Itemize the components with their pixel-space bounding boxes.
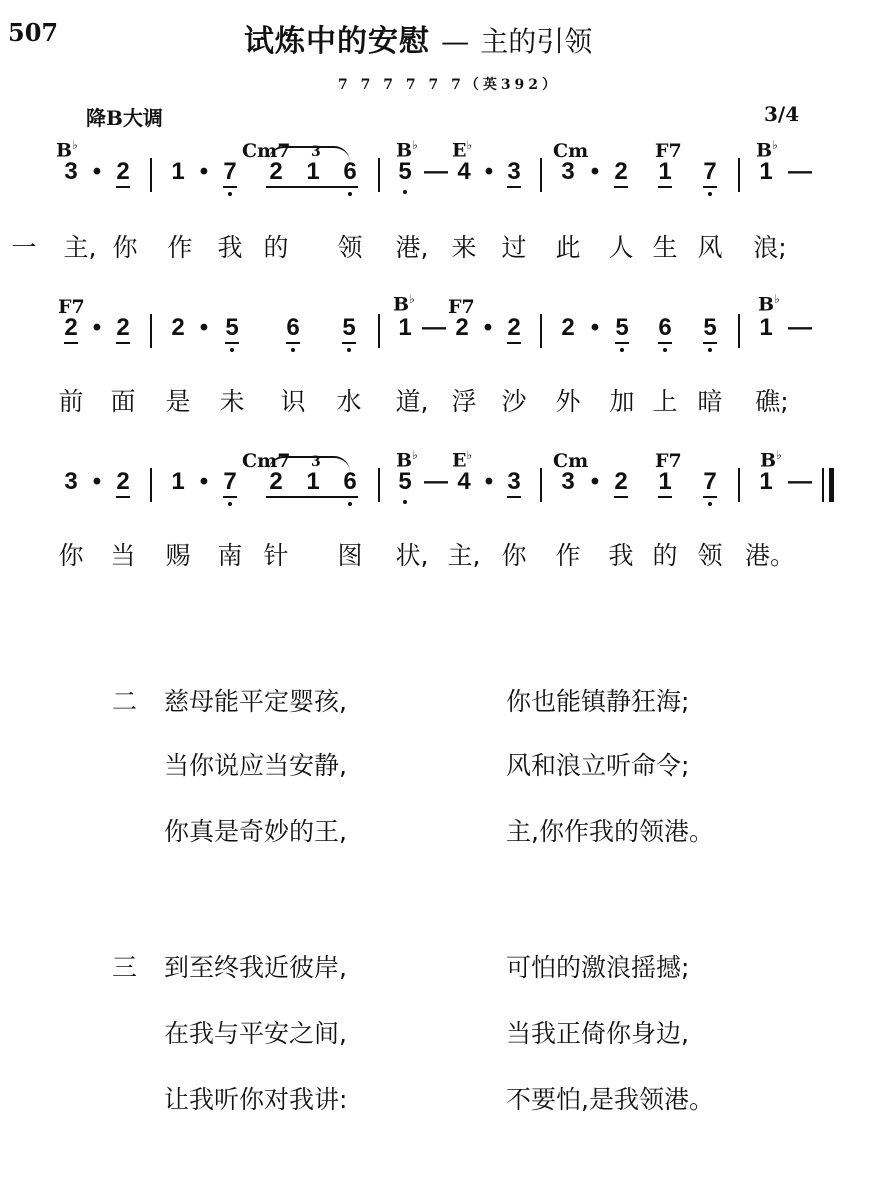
chord-bb: B♭ xyxy=(758,292,780,316)
underline xyxy=(507,186,521,188)
title-separator: — xyxy=(441,25,470,58)
note: 7 xyxy=(223,468,237,495)
note-dot: • xyxy=(199,314,209,341)
lyric: 人 xyxy=(608,233,634,262)
lower-octave-dot xyxy=(228,502,232,506)
verse-line-second-half: 你也能镇静狂海; xyxy=(506,687,690,716)
underline xyxy=(223,496,237,498)
lyric: 识 xyxy=(280,387,306,416)
verse-line-second-half: 主,你作我的领港。 xyxy=(506,817,714,846)
lyric: 未 xyxy=(219,387,245,416)
lower-octave-dot xyxy=(403,190,407,194)
note: 6 xyxy=(343,468,357,495)
lower-octave-dot xyxy=(403,500,407,504)
verse-line-first-half: 让我听你对我讲: xyxy=(164,1085,348,1114)
note: 7 xyxy=(223,158,237,185)
lyric: 作 xyxy=(555,541,581,570)
lyric: 一 xyxy=(11,233,37,262)
lyric: 我 xyxy=(608,541,634,570)
note: 4 xyxy=(457,158,471,185)
note: 5 xyxy=(615,314,629,341)
underline xyxy=(614,186,628,188)
lyric: 港。 xyxy=(744,541,796,570)
barline xyxy=(540,158,542,192)
final-barline-thick xyxy=(829,468,834,502)
note: 5 xyxy=(398,468,412,495)
underline xyxy=(223,186,237,188)
note-dot: • xyxy=(92,468,102,495)
note: 1 xyxy=(658,158,672,185)
lyric: 是 xyxy=(165,387,191,416)
hymn-title-block xyxy=(244,16,592,60)
note: 1 xyxy=(306,468,320,495)
note: 2 xyxy=(171,314,185,341)
lyric: 暗 xyxy=(697,387,723,416)
chord-cm7: Cm7 xyxy=(242,450,291,472)
lyric: 我 xyxy=(217,233,243,262)
lyric: 浮 xyxy=(451,387,477,416)
verse-line-second-half: 不要怕,是我领港。 xyxy=(506,1085,714,1114)
barline xyxy=(738,314,740,348)
note: 2 xyxy=(561,314,575,341)
note: 7 xyxy=(703,468,717,495)
lyric: 作 xyxy=(167,233,193,262)
note-dot: • xyxy=(484,468,494,495)
hymn-number: 507 xyxy=(8,18,59,47)
note: 2 xyxy=(269,158,283,185)
note-dot: • xyxy=(590,468,600,495)
chord-bb: B♭ xyxy=(756,138,778,162)
chord-cm7: Cm7 xyxy=(242,140,291,162)
lyric: 前 xyxy=(58,387,84,416)
note-dot: • xyxy=(484,158,494,185)
note-dot: • xyxy=(199,158,209,185)
verse-line-first-half: 在我与平安之间, xyxy=(164,1019,347,1048)
chord-eb: E♭ xyxy=(452,448,473,472)
verse-label: 二 xyxy=(112,687,138,716)
lyric: 风 xyxy=(697,233,723,262)
note: 1 xyxy=(759,314,773,341)
note-dot: • xyxy=(590,158,600,185)
tuplet-marker: 3 xyxy=(311,454,321,470)
chord-f7: F7 xyxy=(655,450,682,472)
note: 1 xyxy=(658,468,672,495)
lyric: 水 xyxy=(336,387,362,416)
underline xyxy=(658,342,672,344)
verse-line-second-half: 可怕的激浪摇撼; xyxy=(506,953,690,982)
lyric: 道, xyxy=(395,387,429,416)
hymn-subtitle: 主的引领 xyxy=(480,25,593,58)
note-dash: — xyxy=(788,314,812,341)
note: 2 xyxy=(455,314,469,341)
note: 3 xyxy=(64,158,78,185)
note-dot: • xyxy=(92,314,102,341)
barline xyxy=(378,158,380,192)
note: 5 xyxy=(398,158,412,185)
lyric: 浪; xyxy=(753,233,787,262)
note: 5 xyxy=(342,314,356,341)
lower-octave-dot xyxy=(663,348,667,352)
chord-f7: F7 xyxy=(448,296,475,318)
lyric: 当 xyxy=(110,541,136,570)
underline xyxy=(615,342,629,344)
note: 1 xyxy=(171,158,185,185)
barline xyxy=(540,314,542,348)
barline xyxy=(378,468,380,502)
note-dash: — xyxy=(424,158,448,185)
meter-line: 7 7 7 7 7 7（英392） xyxy=(338,77,561,93)
note-dot: • xyxy=(590,314,600,341)
verse-line-second-half: 风和浪立听命令; xyxy=(506,751,690,780)
note: 3 xyxy=(507,468,521,495)
note-dash: — xyxy=(788,158,812,185)
note-dash: — xyxy=(788,468,812,495)
lower-octave-dot xyxy=(347,348,351,352)
note: 5 xyxy=(703,314,717,341)
lyric: 此 xyxy=(555,233,581,262)
final-barline-thin xyxy=(822,468,824,502)
chord-bb: B♭ xyxy=(396,138,418,162)
barline xyxy=(378,314,380,348)
chord-f7: F7 xyxy=(655,140,682,162)
lyric: 主, xyxy=(63,233,97,262)
barline xyxy=(540,468,542,502)
note: 1 xyxy=(759,468,773,495)
note: 6 xyxy=(343,158,357,185)
lyric: 你 xyxy=(501,541,527,570)
note: 3 xyxy=(64,468,78,495)
underline xyxy=(286,342,300,344)
note: 1 xyxy=(306,158,320,185)
note: 2 xyxy=(269,468,283,495)
lyric: 面 xyxy=(110,387,136,416)
note: 2 xyxy=(614,468,628,495)
verse-line-first-half: 当你说应当安静, xyxy=(164,751,347,780)
lower-octave-dot xyxy=(708,502,712,506)
note-dot: • xyxy=(92,158,102,185)
underline xyxy=(703,342,717,344)
underline xyxy=(614,496,628,498)
lyric: 港, xyxy=(395,233,429,262)
note: 2 xyxy=(116,314,130,341)
underline xyxy=(116,496,130,498)
lyric: 主, xyxy=(447,541,481,570)
note-dash: — xyxy=(422,314,446,341)
lower-octave-dot xyxy=(230,348,234,352)
underline xyxy=(116,186,130,188)
note: 3 xyxy=(561,468,575,495)
note: 2 xyxy=(116,468,130,495)
lyric: 过 xyxy=(501,233,527,262)
lyric: 领 xyxy=(697,541,723,570)
lower-octave-dot xyxy=(708,348,712,352)
lyric: 加 xyxy=(609,387,635,416)
underline xyxy=(507,342,521,344)
barline xyxy=(150,468,152,502)
barline xyxy=(738,158,740,192)
note: 4 xyxy=(457,468,471,495)
underline xyxy=(658,186,672,188)
underline xyxy=(64,342,78,344)
note-dot: • xyxy=(199,468,209,495)
hymn-title: 试炼中的安慰 xyxy=(244,24,430,59)
lyric: 领 xyxy=(337,233,363,262)
lyric: 图 xyxy=(337,541,363,570)
chord-bb: B♭ xyxy=(393,292,415,316)
time-signature: 3/4 xyxy=(764,102,800,126)
chord-cm: Cm xyxy=(553,450,589,472)
verse-label: 三 xyxy=(112,953,138,982)
lower-octave-dot xyxy=(291,348,295,352)
lyric: 生 xyxy=(652,233,678,262)
note-dash: — xyxy=(424,468,448,495)
lyric: 沙 xyxy=(501,387,527,416)
underline xyxy=(225,342,239,344)
lower-octave-dot xyxy=(348,192,352,196)
lyric: 来 xyxy=(451,233,477,262)
lyric: 赐 xyxy=(165,541,191,570)
chord-eb: E♭ xyxy=(452,138,473,162)
lower-octave-dot xyxy=(348,502,352,506)
lyric: 外 xyxy=(555,387,581,416)
underline xyxy=(266,186,358,188)
verse-line-second-half: 当我正倚你身边, xyxy=(506,1019,689,1048)
barline xyxy=(150,314,152,348)
underline xyxy=(116,342,130,344)
lower-octave-dot xyxy=(620,348,624,352)
barline xyxy=(150,158,152,192)
lyric: 的 xyxy=(263,233,289,262)
note: 7 xyxy=(703,158,717,185)
lower-octave-dot xyxy=(708,192,712,196)
note: 2 xyxy=(116,158,130,185)
underline xyxy=(266,496,358,498)
underline xyxy=(507,496,521,498)
note: 2 xyxy=(614,158,628,185)
note: 1 xyxy=(759,158,773,185)
lyric: 礁; xyxy=(755,387,789,416)
note: 1 xyxy=(171,468,185,495)
underline xyxy=(703,496,717,498)
note: 5 xyxy=(225,314,239,341)
lyric: 你 xyxy=(58,541,84,570)
verse-line-first-half: 你真是奇妙的王, xyxy=(164,817,347,846)
underline xyxy=(658,496,672,498)
underline xyxy=(342,342,356,344)
note: 3 xyxy=(507,158,521,185)
note-dot: • xyxy=(483,314,493,341)
note: 2 xyxy=(64,314,78,341)
note: 1 xyxy=(398,314,412,341)
verse-line-first-half: 慈母能平定婴孩, xyxy=(164,687,347,716)
underline xyxy=(703,186,717,188)
lyric: 针 xyxy=(263,541,289,570)
lyric: 的 xyxy=(652,541,678,570)
chord-bb: B♭ xyxy=(760,448,782,472)
chord-bb: B♭ xyxy=(56,138,78,162)
chord-bb: B♭ xyxy=(396,448,418,472)
lyric: 状, xyxy=(395,541,429,570)
lyric: 你 xyxy=(112,233,138,262)
lyric: 上 xyxy=(652,387,678,416)
key-signature: 降B大调 xyxy=(86,106,163,130)
barline xyxy=(738,468,740,502)
tuplet-marker: 3 xyxy=(311,144,321,160)
chord-f7: F7 xyxy=(58,296,85,318)
lyric: 南 xyxy=(217,541,243,570)
chord-cm: Cm xyxy=(553,140,589,162)
lower-octave-dot xyxy=(228,192,232,196)
note: 3 xyxy=(561,158,575,185)
note: 2 xyxy=(507,314,521,341)
note: 6 xyxy=(286,314,300,341)
verse-line-first-half: 到至终我近彼岸, xyxy=(164,953,347,982)
note: 6 xyxy=(658,314,672,341)
